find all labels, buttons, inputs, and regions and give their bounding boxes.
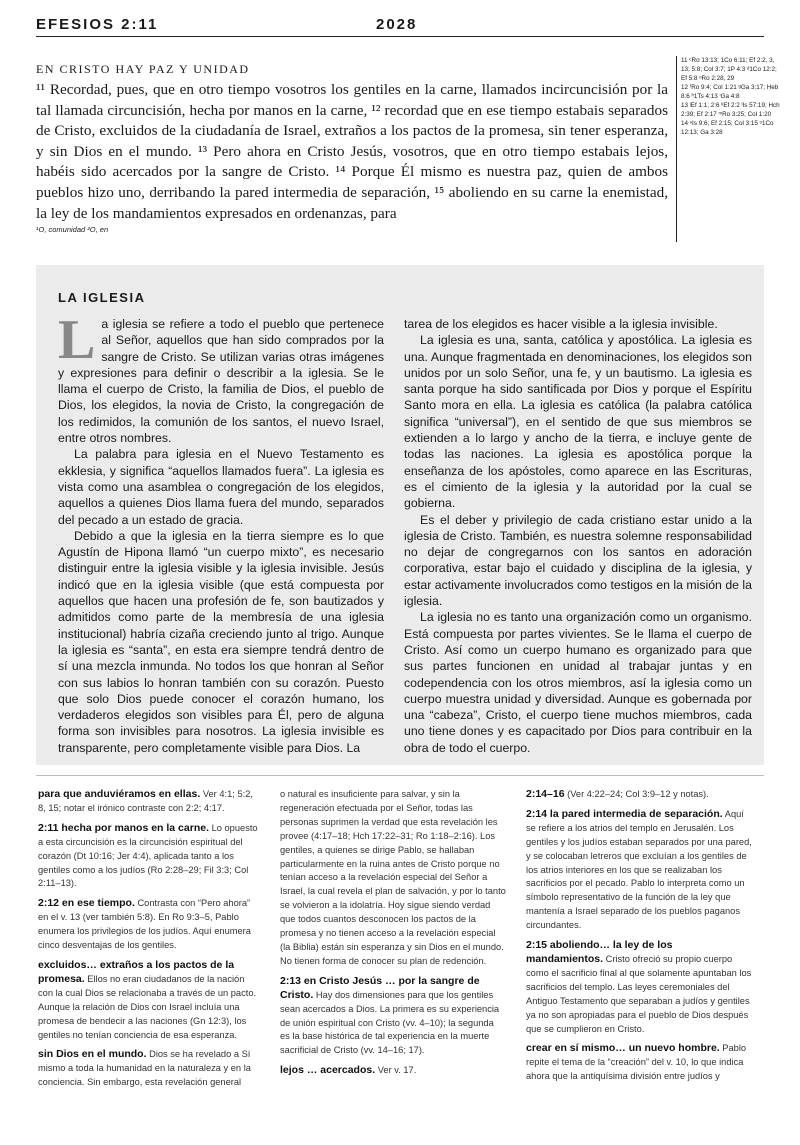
study-note: lejos … acercados. Ver v. 17.	[280, 1064, 417, 1077]
translation-footnotes: ¹O, comunidad ²O, en	[36, 225, 109, 234]
study-note: 2:12 en ese tiempo. Contrasta con “Pero ahora” en el v. 13 (ver también 5:8). En Ro 9:3–5, Pablo enumera los privilegios de los judíos. Aquí enumera cinco desventajas de los gentiles.	[38, 897, 251, 951]
header-divider	[36, 36, 764, 37]
notes-divider	[36, 775, 764, 776]
article-paragraph: Es el deber y privilegio de cada cristiano estar unido a la iglesia de Cristo. También, es nuestra solemne responsabilidad no dejar de congregarnos con los santos en adoración corporativa, estar bajo el cuidado y disciplina de la iglesia, y estar activamente involucrados como testigos en la misión de la iglesia.	[404, 512, 752, 609]
study-notes-column-2	[280, 788, 506, 1084]
study-note: crear en sí mismo… un nuevo hombre. Pablo repite el tema de la “creación” del v. 10, lo que indica ahora que la antiquísima división entre judíos y	[526, 1042, 747, 1082]
study-note: para que anduviéramos en ellas. Ver 4:1; 5:2, 8, 15; notar el irónico contraste con 2:2; 4:17.	[38, 788, 253, 813]
study-note: 2:14–16 (Ver 4:22–24; Col 3:9–12 y notas).	[526, 788, 709, 800]
article-paragraph: La iglesia es una, santa, católica y apostólica. La iglesia es una. Aunque fragmentada en denominaciones, los elegidos son unidos por un solo Señor, una fe, y un bautismo. La iglesia es santa porque ha sido santificada por Dios y porque el Espíritu Santo mora en ella. La iglesia es católica (la palabra católica significa “universal”), en el sentido de que sus miembros se extienden a lo largo y ancho de la tierra, e incluye gente de todas las naciones. La iglesia es apostólica porque la enseñanza de los apóstoles, como aparece en las Escrituras, es el cimiento de la iglesia y la autoridad por la cual se gobierna.	[404, 333, 752, 511]
article-column-2	[404, 316, 752, 756]
article-paragraph: tarea de los elegidos es hacer visible a la iglesia invisible.	[404, 317, 718, 331]
cross-ref-entry: 11 ᶜRo 13:13; 1Co 6:11; Ef 2:2, 3, 13; 5:8; Col 3:7; 1P 4:3 ᵈ1Co 12:2; Ef 5:8 ᵉRo 2:28, 29	[681, 57, 777, 82]
cross-ref-entry: 13 ʲEf 1:1; 2:6 ᵏEf 2:2 ˡIs 57:19; Hch 2:39; Ef 2:17 ᵐRo 3:25; Col 1:20	[681, 102, 780, 118]
study-notes-column-3	[526, 788, 752, 1090]
page-number: 2028	[376, 16, 418, 33]
cross-ref-entry: 14 ⁿIs 9:6; Ef 2:15; Col 3:15 ᵒ1Co 12:13; Ga 3:28	[681, 120, 774, 136]
study-note: 2:15 aboliendo… la ley de los mandamientos. Cristo ofreció su propio cuerpo como el sacrificio final al que solamente apuntaban los sacrificios del templo. Las leyes ceremoniales del Antiguo Testamento que separaban a judíos y gentiles ya no son apropiadas para el pueblo de Dios después que se cumplieron en Cristo.	[526, 939, 752, 1034]
drop-cap: L	[58, 309, 96, 371]
article-column-1	[58, 309, 384, 756]
study-note: 2:13 en Cristo Jesús … por la sangre de Cristo. Hay dos dimensiones para que los gentiles sean acercados a Dios. La primera es su experiencia de unión espiritual con Cristo (vv. 4–10); la segunda es la base histórica de tal experiencia en la muerte sacrificial de Cristo (vv. 14–16; 17).	[280, 974, 500, 1056]
section-heading: EN CRISTO HAY PAZ Y UNIDAD	[36, 62, 250, 76]
cross-references	[676, 56, 781, 242]
book-chapter-label: EFESIOS 2:11	[36, 16, 159, 33]
article-title: LA IGLESIA	[58, 290, 146, 305]
article-paragraph: La iglesia no es tanto una organización como un organismo. Está compuesta por partes vivientes. Se le llama el cuerpo de Cristo. Así como un cuerpo humano es organizado para que sus partes funcionen en unidad al trabajar juntas y en codependencia con los otros miembros, así la iglesia como un cuerpo muestra unidad y diversidad. Aunque es gobernada por una “cabeza”, Cristo, el cuerpo tiene muchos miembros, cada uno tiene dones y es capacitado por Dios para contribuir en la obra de todo el cuerpo.	[404, 610, 752, 755]
cross-ref-entry: 12 ᶠRo 9:4; Col 1:21 ᵍGa 3:17; Heb 8:6 ʰ1Ts 4:13 ⁱGa 4:8	[681, 84, 779, 100]
page-header	[36, 10, 760, 36]
article-paragraph: La iglesia se refiere a todo el pueblo que pertenece al Señor, aquellos que han sido comprados por la sangre de Cristo. Se utilizan varias otras imágenes y expresiones para definir o describir a la iglesia. Se le llama el cuerpo de Cristo, la familia de Dios, el pueblo de Dios, los elegidos, la novia de Cristo, la congregación de los redimidos, la comunión de los santos, el nuevo Israel, entre otros nombres.	[58, 309, 384, 446]
scripture-text: ¹¹ Recordad, pues, que en otro tiempo vosotros los gentiles en la carne, llamados incircuncisión por la tal llamada circuncisión, hecha por manos en la carne, ¹² recordad que en ese tiempo estabais separados de Cristo, excluidos de la ciudadanía de Israel, extraños a los pactos de la promesa, sin tener esperanza, y sin Dios en el mundo. ¹³ Pero ahora en Cristo Jesús, vosotros, que en otro tiempo estabais lejos, habéis sido acercados por la sangre de Cristo. ¹⁴ Porque Él mismo es nuestra paz, quien de ambos pueblos hizo uno, derribando la pared intermedia de separación, ¹⁵ aboliendo en su carne la enemistad, la ley de los mandamientos expresados en ordenanzas, para	[36, 81, 668, 222]
article-paragraph: La palabra para iglesia en el Nuevo Testamento es ekklesia, y significa “aquellos llamados fuera”. La iglesia es vista como una asamblea o congregación de los elegidos, aquellos a quienes Dios llama fuera del mundo, separados del pecado a un estado de gracia.	[58, 447, 384, 527]
study-notes-column-1	[38, 788, 260, 1096]
study-note: 2:11 hecha por manos en la carne. Lo opuesto a esta circuncisión es la circuncisión espiritual del corazón (Dt 10:16; Jer 4:4), aplicada tanto a los gentiles como a los judíos (Ro 2:28–29; Fil 3:3; Col 2:11–13).	[38, 821, 258, 889]
article-paragraph: Debido a que la iglesia en la tierra siempre es lo que Agustín de Hipona llamó “un cuerpo mixto”, es necesario distinguir entre la iglesia visible y la iglesia invisible. Jesús indicó que en la iglesia visible (que está compuesta por aquellos que hacen una profesión de fe, son bautizados y admitidos como parte de la membresía de una iglesia institucional) habría cizaña creciendo junto al trigo. Aunque la iglesia es “santa”, en esta era siempre tendrá dentro de sí una mezcla inmunda. No todos los que honran al Señor con sus labios lo honran también con su corazón. Puesto que solo Dios puede conocer el corazón humano, los verdaderos elegidos son visibles para Él, pero de alguna forma son invisibles para nosotros. La iglesia invisible es transparente, pero completamente visible para Dios. La	[58, 528, 384, 755]
study-note: sin Dios en el mundo. Dios se ha revelado a Sí mismo a toda la humanidad en la naturaleza y en la conciencia. Sin embargo, esta revelación general	[38, 1048, 251, 1088]
study-note: excluidos… extraños a los pactos de la promesa. Ellos no eran ciudadanos de la nación con la cual Dios se relacionaba a través de un pacto. Aunque la relación de Dios con Israel incluía una promesa de bendecir a las naciones (Gn 12:3), los gentiles no tenían conciencia de esa esperanza.	[38, 958, 257, 1040]
study-note: o natural es insuficiente para salvar, y sin la regeneración efectuada por el Señor, todas las personas suprimen la verdad que esta revelación les provee (4:17–18; Hch 17:22–31; Ro 1:18–2:16). Los gentiles, a quienes se dirige Pablo, se hallaban particularmente en la ruina antes de Cristo porque no tenían acceso a la revelación especial del Señor a Israel, la cual revela el plan de salvación, y por lo tanto se volvieron a la idolatría. Hoy sigue siendo verdad que todos cuantos desconocen los pactos de la promesa y no tienen acceso a la revelación especial (la Biblia) están sin esperanza y sin Dios en el mundo. No tienen forma de conocer su plan de redención.	[280, 789, 506, 966]
study-note: 2:14 la pared intermedia de separación. Aquí se refiere a los atrios del templo en Jerusalén. Los gentiles y los judíos estaban separados por una pared, y se colocaban letreros que excluían a los gentiles de los atrios interiores en los que se realizaban los sacrificios por el pecado. Pablo lo interpreta como un símbolo representativo de la función de la ley que mantenía a Israel separado de los pueblos paganos circundantes.	[526, 807, 752, 931]
